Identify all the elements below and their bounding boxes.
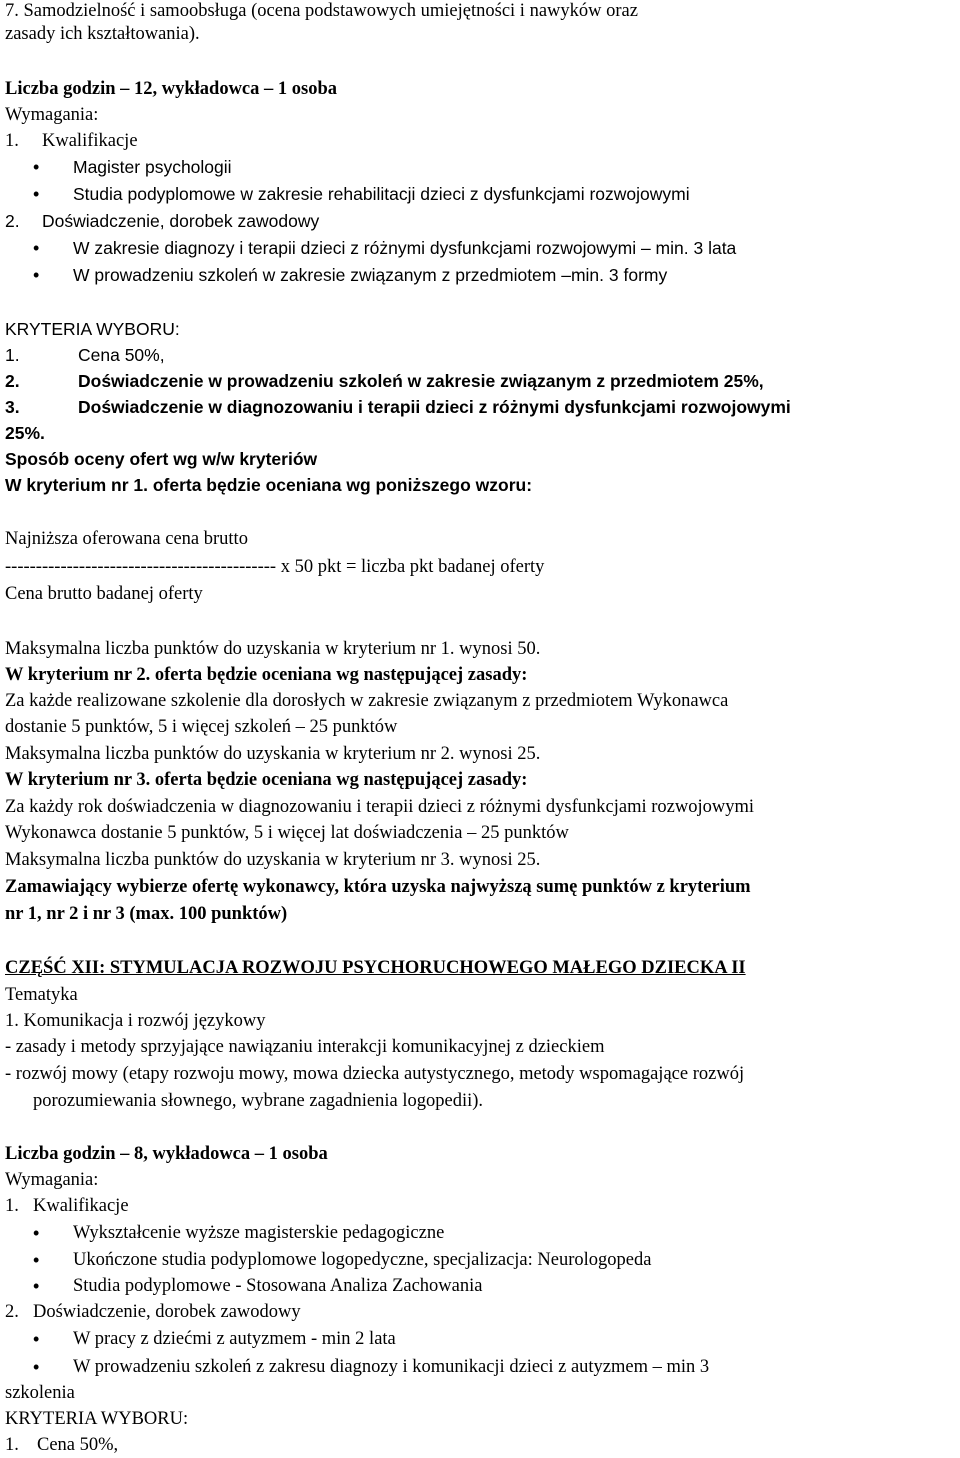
bullet-item: • Wykształcenie wyższe magisterskie pedagogiczne xyxy=(73,1220,444,1246)
topic-subitem: - rozwój mowy (etapy rozwoju mowy, mowa dziecka autystycznego, metody wspomagające rozwój xyxy=(5,1064,745,1084)
requirement-label: Doświadczenie, dorobek zawodowy xyxy=(42,211,320,231)
criteria-number: 3. xyxy=(5,397,20,417)
criteria-number: 1. xyxy=(5,1435,19,1455)
topic-subitem: - zasady i metody sprzyjające nawiązaniu interakcji komunikacyjnej z dzieckiem xyxy=(5,1037,605,1057)
topics-label: Tematyka xyxy=(5,985,78,1005)
criterion-1-heading: W kryterium nr 1. oferta będzie oceniana wg poniższego wzoru: xyxy=(5,475,533,495)
criteria-number: 2. xyxy=(5,371,20,391)
topic-subitem-cont: porozumiewania słownego, wybrane zagadnienia logopedii). xyxy=(33,1091,484,1111)
requirement-label: Kwalifikacje xyxy=(33,1196,129,1216)
requirement-item xyxy=(5,128,955,154)
final-selection-rule: Zamawiający wybierze ofertę wykonawcy, która uzyska najwyższą sumę punktów z kryterium xyxy=(5,877,751,897)
bullet-item: • Ukończone studia podyplomowe logopedyczne, specjalizacja: Neurologopeda xyxy=(73,1247,651,1273)
criterion-3-max: Maksymalna liczba punktów do uzyskania w kryterium nr 3. wynosi 25. xyxy=(5,850,541,870)
criterion-3-text: Za każdy rok doświadczenia w diagnozowaniu i terapii dzieci z różnymi dysfunkcjami rozwojowymi xyxy=(5,797,755,817)
bullet-item-cont: szkolenia xyxy=(5,1383,75,1403)
requirement-number: 1. xyxy=(5,1196,19,1216)
requirement-item xyxy=(5,208,955,234)
criteria-text-cont: 25%. xyxy=(5,423,45,443)
criterion-2-text-cont: dostanie 5 punktów, 5 i więcej szkoleń – 25 punktów xyxy=(5,717,398,737)
requirement-item xyxy=(5,1299,955,1325)
criteria-item xyxy=(5,342,955,368)
final-selection-rule-cont: nr 1, nr 2 i nr 3 (max. 100 punktów) xyxy=(5,904,288,924)
requirement-label: Doświadczenie, dorobek zawodowy xyxy=(33,1302,301,1322)
bullet-item: • W zakresie diagnozy i terapii dzieci z różnymi dysfunkcjami rozwojowymi – min. 3 lata xyxy=(73,235,736,261)
criteria-label: KRYTERIA WYBORU: xyxy=(5,1409,189,1429)
criterion-2-heading: W kryterium nr 2. oferta będzie oceniana wg następującej zasady: xyxy=(5,665,528,685)
evaluation-method: Sposób oceny ofert wg w/w kryteriów xyxy=(5,449,318,469)
requirements-label: Wymagania: xyxy=(5,1170,99,1190)
criteria-item xyxy=(5,1432,955,1458)
bullet-item: • Studia podyplomowe w zakresie rehabilitacji dzieci z dysfunkcjami rozwojowymi xyxy=(73,181,690,207)
requirements-label: Wymagania: xyxy=(5,105,99,125)
requirement-number: 2. xyxy=(5,1302,19,1322)
bullet-item: • Studia podyplomowe - Stosowana Analiza Zachowania xyxy=(73,1273,482,1299)
formula-numerator: Najniższa oferowana cena brutto xyxy=(5,529,248,549)
bullet-item: • W prowadzeniu szkoleń z zakresu diagnozy i komunikacji dzieci z autyzmem – min 3 xyxy=(73,1354,709,1380)
requirement-label: Kwalifikacje xyxy=(42,131,138,151)
criteria-text: Cena 50%, xyxy=(78,345,165,365)
criteria-number: 1. xyxy=(5,345,20,365)
criterion-3-text-cont: Wykonawca dostanie 5 punktów, 5 i więcej lat doświadczenia – 25 punktów xyxy=(5,823,569,843)
criteria-text: Doświadczenie w diagnozowaniu i terapii dzieci z różnymi dysfunkcjami rozwojowymi xyxy=(78,397,791,417)
section-title-cont: zasady ich kształtowania). xyxy=(5,24,200,44)
formula-line: -------------------------------------------- x 50 pkt = liczba pkt badanej oferty xyxy=(5,557,545,577)
criterion-2-max: Maksymalna liczba punktów do uzyskania w kryterium nr 2. wynosi 25. xyxy=(5,744,541,764)
requirement-item xyxy=(5,1193,955,1219)
requirement-number: 2. xyxy=(5,211,20,231)
requirement-number: 1. xyxy=(5,131,19,151)
part-heading: CZĘŚĆ XII: STYMULACJA ROZWOJU PSYCHORUCHOWEGO MAŁEGO DZIECKA II xyxy=(5,958,746,978)
hours-line: Liczba godzin – 8, wykładowca – 1 osoba xyxy=(5,1144,328,1164)
bullet-item: • Magister psychologii xyxy=(73,154,232,180)
criteria-text: Cena 50%, xyxy=(37,1435,119,1455)
formula-denominator: Cena brutto badanej oferty xyxy=(5,584,203,604)
criterion-1-max: Maksymalna liczba punktów do uzyskania w kryterium nr 1. wynosi 50. xyxy=(5,639,541,659)
hours-line: Liczba godzin – 12, wykładowca – 1 osoba xyxy=(5,79,338,99)
criteria-item xyxy=(5,394,955,420)
criterion-3-heading: W kryterium nr 3. oferta będzie oceniana wg następującej zasady: xyxy=(5,770,528,790)
criterion-2-text: Za każde realizowane szkolenie dla dorosłych w zakresie związanym z przedmiotem Wykonawca xyxy=(5,691,729,711)
criteria-item xyxy=(5,368,955,394)
bullet-item: • W prowadzeniu szkoleń w zakresie związanym z przedmiotem –min. 3 formy xyxy=(73,262,667,288)
bullet-item: • W pracy z dziećmi z autyzmem - min 2 lata xyxy=(73,1326,396,1352)
topic-item: 1. Komunikacja i rozwój językowy xyxy=(5,1011,266,1031)
criteria-label: KRYTERIA WYBORU: xyxy=(5,319,180,339)
criteria-text: Doświadczenie w prowadzeniu szkoleń w zakresie związanym z przedmiotem 25%, xyxy=(78,371,764,391)
section-title: 7. Samodzielność i samoobsługa (ocena podstawowych umiejętności i nawyków oraz xyxy=(5,1,638,21)
